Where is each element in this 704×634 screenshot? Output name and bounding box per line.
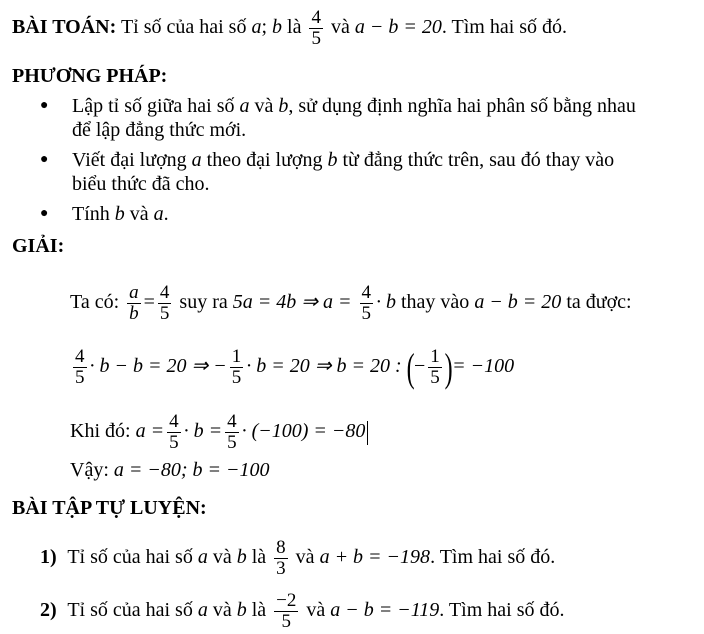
fraction-neg2-5: $\frac{-2}{5}$	[276, 590, 297, 632]
bullet-icon: ●	[40, 98, 49, 113]
fraction-4-5: $\frac{4}{5}$	[159, 282, 170, 324]
exercise-item: 2) Tỉ số của hai số a và b là $\frac{-2}{5}$ và a − b = −119. Tìm hai số đó.	[40, 590, 565, 632]
solution-heading: GIẢI:	[12, 235, 65, 257]
fraction-4-5: $\frac{4}{5}$	[361, 282, 371, 324]
solution-line-2: $\frac{4}{5}$ · b − b = 20 ⇒ − $\frac{1}{5}$ · b = 20 ⇒ b = 20 : (− $\frac{1}{5}$ )= −100	[75, 344, 515, 390]
method-heading: PHƯƠNG PHÁP:	[12, 65, 168, 87]
problem-statement: BÀI TOÁN: Tỉ số của hai số a; b là $\frac{4}{5}$ và a − b = 20. Tìm hai số đó.	[12, 7, 568, 49]
text-cursor	[367, 421, 368, 445]
solution-line-3: Khi đó: a = $\frac{4}{5}$ · b = $\frac{4}{5}$ · (−100) = −80	[70, 412, 368, 453]
fraction-a-b: $\frac{a}{b}$	[129, 282, 139, 324]
solution-line-4: Vậy: a = −80; b = −100	[70, 459, 270, 481]
method-bullet-2-line2: biểu thức đã cho.	[72, 173, 210, 195]
bullet-icon: ●	[40, 206, 49, 221]
fraction-1-5: $\frac{1}{5}$	[430, 346, 440, 388]
exercise-item: 1) Tỉ số của hai số a và b là $\frac{8}{3}$ và a + b = −198. Tìm hai số đó.	[40, 537, 556, 579]
fraction-4-5: $\frac{4}{5}$	[169, 411, 179, 453]
method-bullet-1-line2: để lập đẳng thức mới.	[72, 119, 247, 141]
problem-heading: BÀI TOÁN:	[12, 16, 117, 39]
method-bullet-1: Lập tỉ số giữa hai số a và b, sử dụng định nghĩa hai phân số bằng nhau	[72, 95, 636, 117]
fraction-4-5: $\frac{4}{5}$	[227, 411, 237, 453]
fraction-8-3: $\frac{8}{3}$	[276, 537, 286, 579]
fraction-4-5: $\frac{4}{5}$	[311, 7, 321, 49]
fraction-1-5: $\frac{1}{5}$	[231, 346, 242, 388]
fraction-4-5: $\frac{4}{5}$	[75, 346, 85, 388]
solution-line-1: Ta có: $\frac{a}{b}$ = $\frac{4}{5}$ suy ra 5a = 4b ⇒ a = $\frac{4}{5}$ · b thay vào a − b = 20 ta được:	[70, 282, 632, 324]
exercises-heading: BÀI TẬP TỰ LUYỆN:	[12, 497, 207, 519]
method-bullet-2: Viết đại lượng a theo đại lượng b từ đẳng thức trên, sau đó thay vào	[72, 149, 615, 171]
method-bullet-3: Tính b và a.	[72, 203, 169, 225]
bullet-icon: ●	[40, 152, 49, 167]
